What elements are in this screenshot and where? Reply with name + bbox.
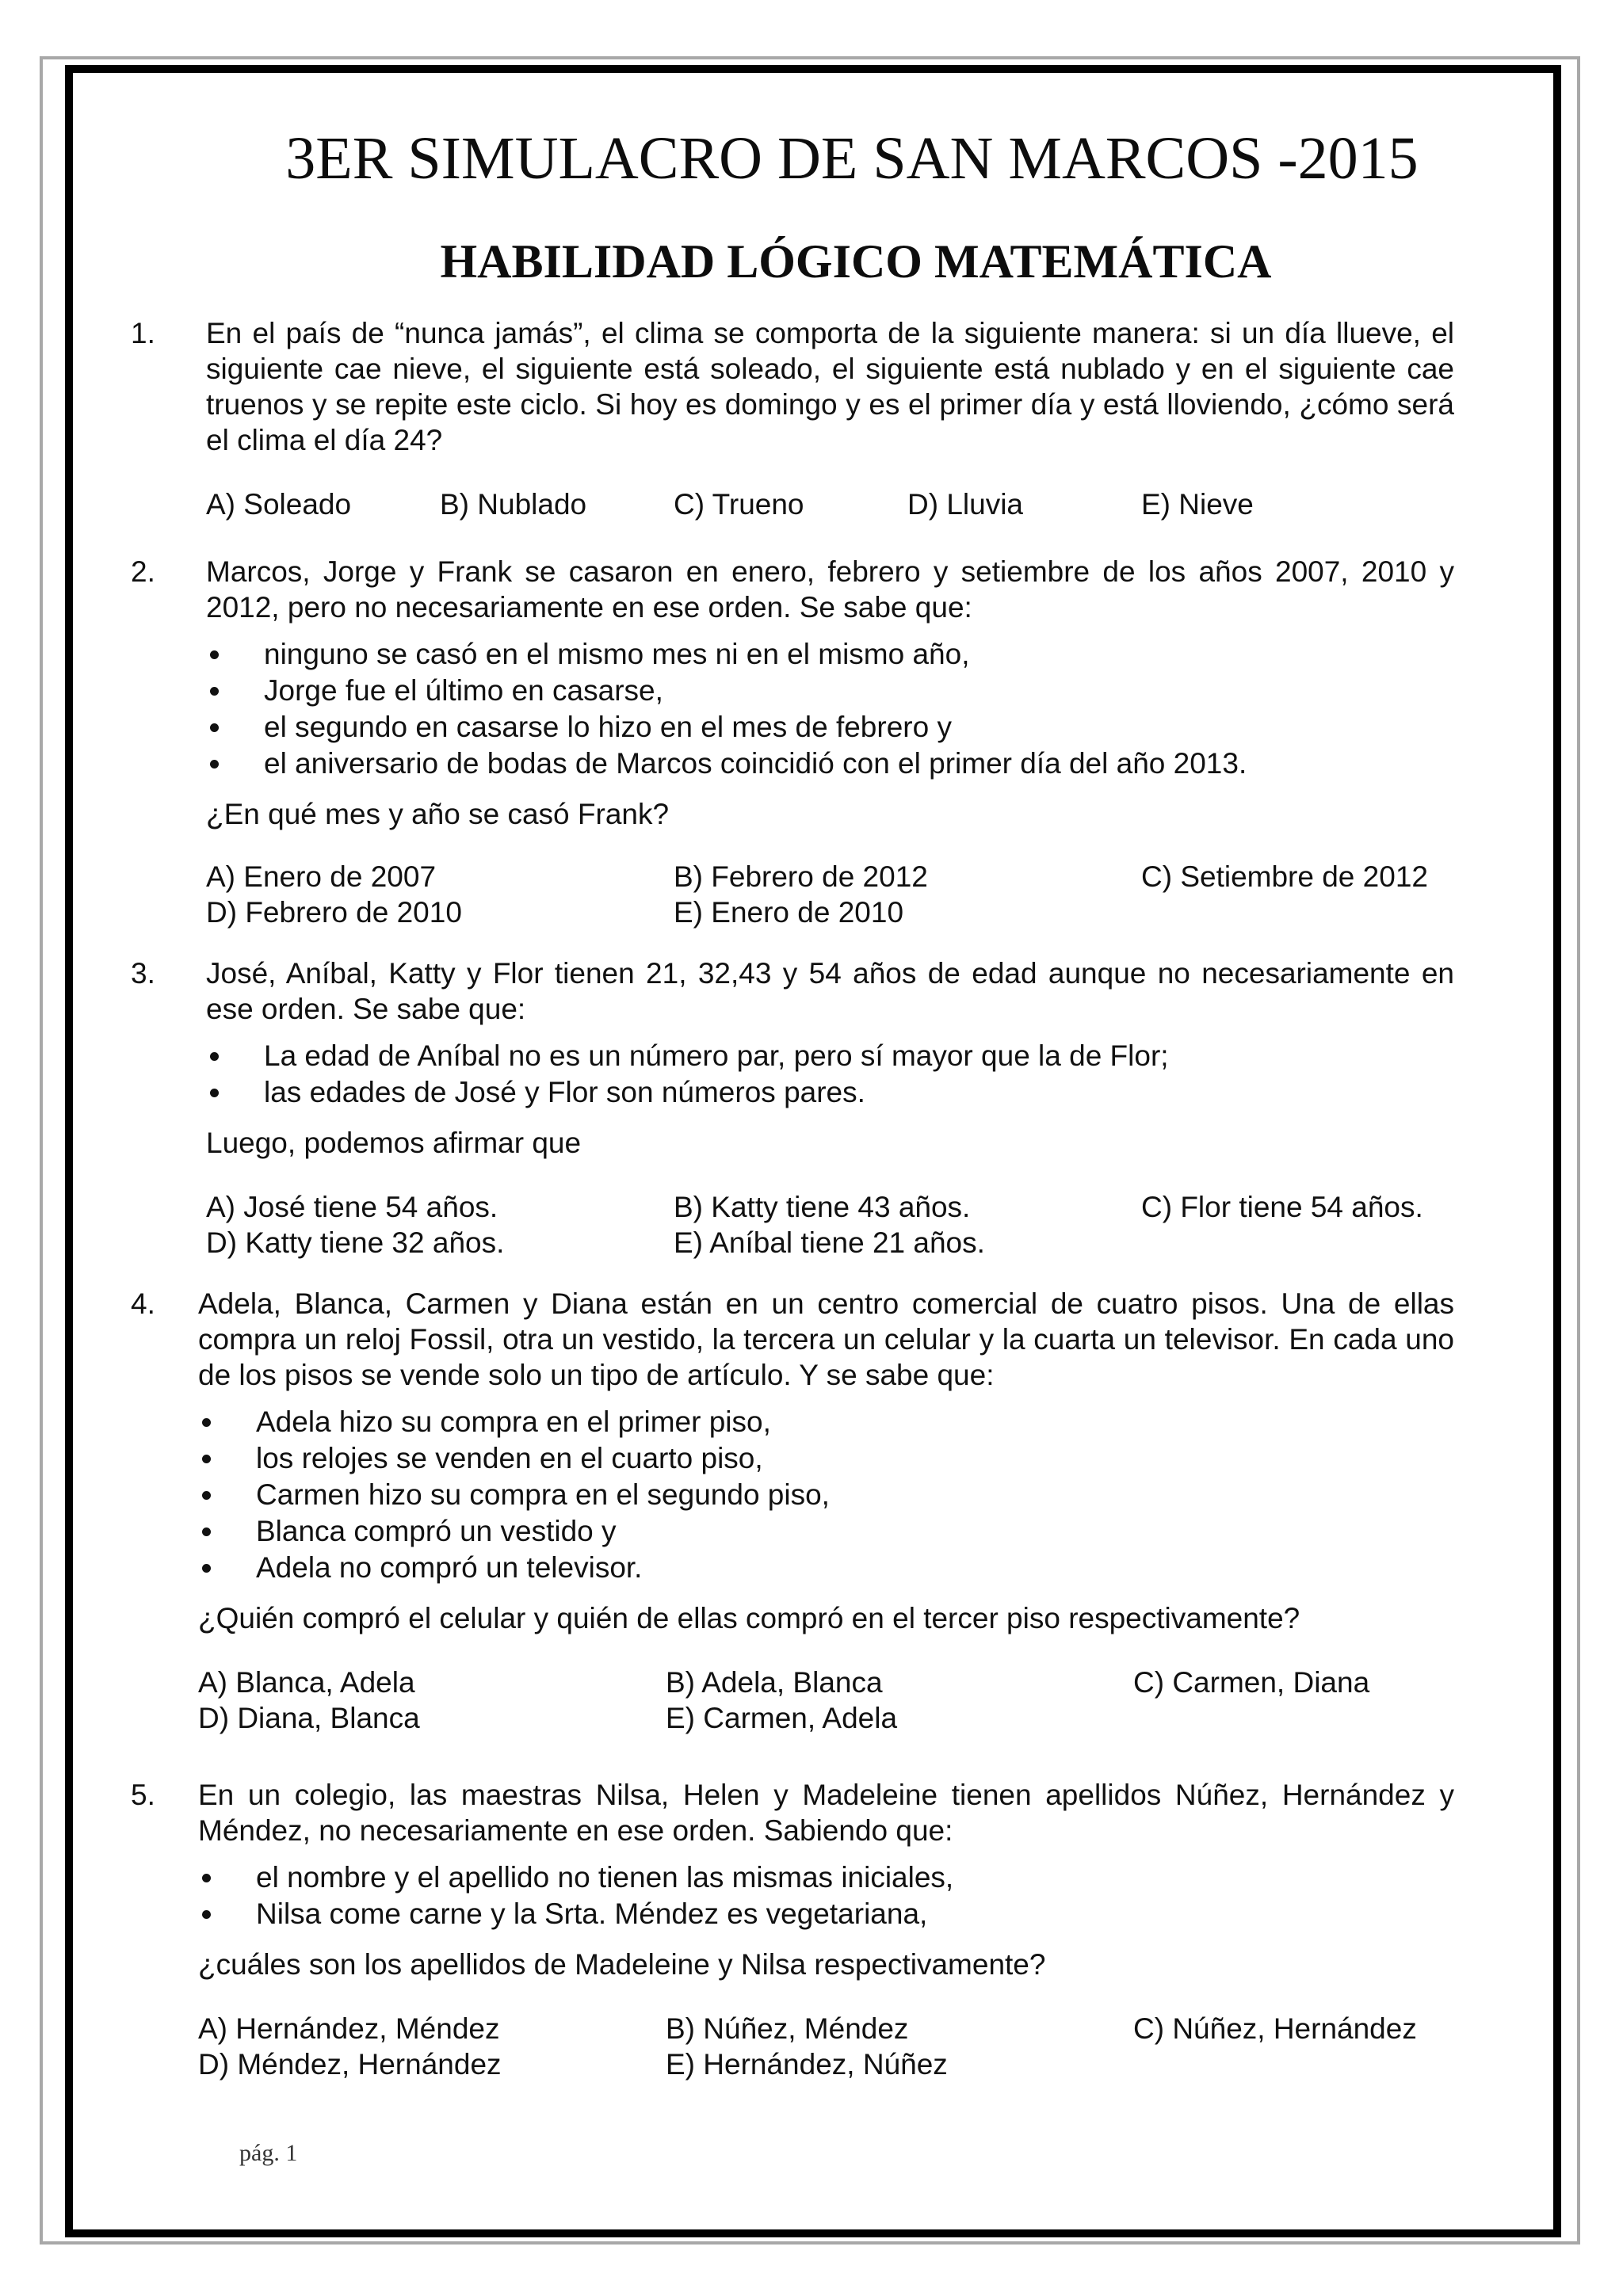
condition-item: Jorge fue el último en casarse, xyxy=(206,673,1454,709)
question-prompt: ¿Quién compró el celular y quién de ellas compró en el tercer piso respectivamente? xyxy=(198,1602,1300,1634)
question-2 xyxy=(119,554,1454,930)
condition-item: Nilsa come carne y la Srta. Méndez es vegetariana, xyxy=(198,1896,1454,1932)
option-b: B) Nublado xyxy=(440,488,587,521)
condition-item: Adela hizo su compra en el primer piso, xyxy=(198,1404,1454,1440)
option-d: D) Diana, Blanca xyxy=(198,1702,420,1734)
question-text: En el país de “nunca jamás”, el clima se comporta de la siguiente manera: si un día llueve, el siguiente cae nieve, el siguiente está soleado, el siguiente está nublado y en el siguiente cae truenos y se repite este ciclo. Si hoy es domingo y es el primer día y está lloviendo, ¿cómo será el clima el día 24? xyxy=(206,317,1454,456)
question-text: Adela, Blanca, Carmen y Diana están en un centro comercial de cuatro pisos. Una de ellas compra un reloj Fossil, otra un vestido, la tercera un celular y la cuarta un televisor. En cada uno de los pisos se vende solo un tipo de artículo. Y se sabe que: xyxy=(198,1287,1454,1391)
question-prompt: Luego, podemos afirmar que xyxy=(206,1127,582,1159)
option-b: B) Núñez, Méndez xyxy=(666,2012,909,2045)
option-d: D) Febrero de 2010 xyxy=(206,896,462,929)
question-1 xyxy=(119,315,1454,522)
questions-container xyxy=(119,315,1454,2082)
option-a: A) Blanca, Adela xyxy=(198,1666,415,1699)
option-e: E) Hernández, Núñez xyxy=(666,2048,948,2081)
option-c: C) Trueno xyxy=(674,488,804,521)
section-title: HABILIDAD LÓGICO MATEMÁTICA xyxy=(440,235,1272,288)
option-e: E) Carmen, Adela xyxy=(666,1702,898,1734)
condition-item: Blanca compró un vestido y xyxy=(198,1513,1454,1550)
option-c: C) Carmen, Diana xyxy=(1133,1666,1370,1699)
question-3 xyxy=(119,955,1454,1261)
question-text: En un colegio, las maestras Nilsa, Helen y Madeleine tienen apellidos Núñez, Hernández y Méndez, no necesariamente en ese orden. Sabiendo que: xyxy=(198,1779,1454,1847)
condition-list xyxy=(198,1404,1454,1586)
condition-item: Carmen hizo su compra en el segundo piso, xyxy=(198,1477,1454,1513)
question-text: José, Aníbal, Katty y Flor tienen 21, 32,43 y 54 años de edad aunque no necesariamente en ese orden. Se sabe que: xyxy=(206,957,1454,1025)
answer-options xyxy=(206,486,1454,522)
question-number: 2. xyxy=(131,555,155,588)
condition-list xyxy=(206,1038,1454,1111)
condition-item: los relojes se venden en el cuarto piso, xyxy=(198,1440,1454,1477)
answer-options xyxy=(206,1189,1454,1261)
exam-title: 3ER SIMULACRO DE SAN MARCOS -2015 xyxy=(285,125,1419,192)
question-number: 5. xyxy=(131,1779,155,1811)
answer-options xyxy=(198,2011,1454,2082)
condition-item: el segundo en casarse lo hizo en el mes de febrero y xyxy=(206,709,1454,746)
question-4 xyxy=(119,1286,1454,1736)
condition-list xyxy=(198,1859,1454,1932)
question-5 xyxy=(119,1777,1454,2082)
condition-list xyxy=(206,636,1454,782)
option-a: A) José tiene 54 años. xyxy=(206,1191,498,1223)
option-e: E) Enero de 2010 xyxy=(674,896,904,929)
question-number: 4. xyxy=(131,1287,155,1320)
option-c: C) Setiembre de 2012 xyxy=(1141,860,1428,893)
page-number: pág. 1 xyxy=(239,2140,298,2166)
condition-item: las edades de José y Flor son números pares. xyxy=(206,1074,1454,1111)
option-d: D) Méndez, Hernández xyxy=(198,2048,502,2081)
option-d: D) Lluvia xyxy=(907,488,1023,521)
condition-item: La edad de Aníbal no es un número par, pero sí mayor que la de Flor; xyxy=(206,1038,1454,1074)
option-b: B) Adela, Blanca xyxy=(666,1666,883,1699)
question-text: Marcos, Jorge y Frank se casaron en enero, febrero y setiembre de los años 2007, 2010 y 2012, pero no necesariamente en ese orden. Se sabe que: xyxy=(206,555,1454,624)
question-number: 1. xyxy=(131,317,155,349)
question-number: 3. xyxy=(131,957,155,990)
option-a: A) Hernández, Méndez xyxy=(198,2012,500,2045)
question-prompt: ¿cuáles son los apellidos de Madeleine y Nilsa respectivamente? xyxy=(198,1948,1046,1981)
condition-item: ninguno se casó en el mismo mes ni en el mismo año, xyxy=(206,636,1454,673)
question-prompt: ¿En qué mes y año se casó Frank? xyxy=(206,798,670,830)
option-e: E) Aníbal tiene 21 años. xyxy=(674,1226,985,1259)
option-c: C) Núñez, Hernández xyxy=(1133,2012,1417,2045)
option-e: E) Nieve xyxy=(1141,488,1254,521)
answer-options xyxy=(198,1665,1454,1736)
condition-item: Adela no compró un televisor. xyxy=(198,1550,1454,1586)
option-d: D) Katty tiene 32 años. xyxy=(206,1226,505,1259)
option-a: A) Enero de 2007 xyxy=(206,860,437,893)
condition-item: el aniversario de bodas de Marcos coincidió con el primer día del año 2013. xyxy=(206,746,1454,782)
option-c: C) Flor tiene 54 años. xyxy=(1141,1191,1423,1223)
option-b: B) Katty tiene 43 años. xyxy=(674,1191,971,1223)
option-a: A) Soleado xyxy=(206,488,352,521)
option-b: B) Febrero de 2012 xyxy=(674,860,928,893)
condition-item: el nombre y el apellido no tienen las mismas iniciales, xyxy=(198,1859,1454,1896)
answer-options xyxy=(206,859,1454,930)
